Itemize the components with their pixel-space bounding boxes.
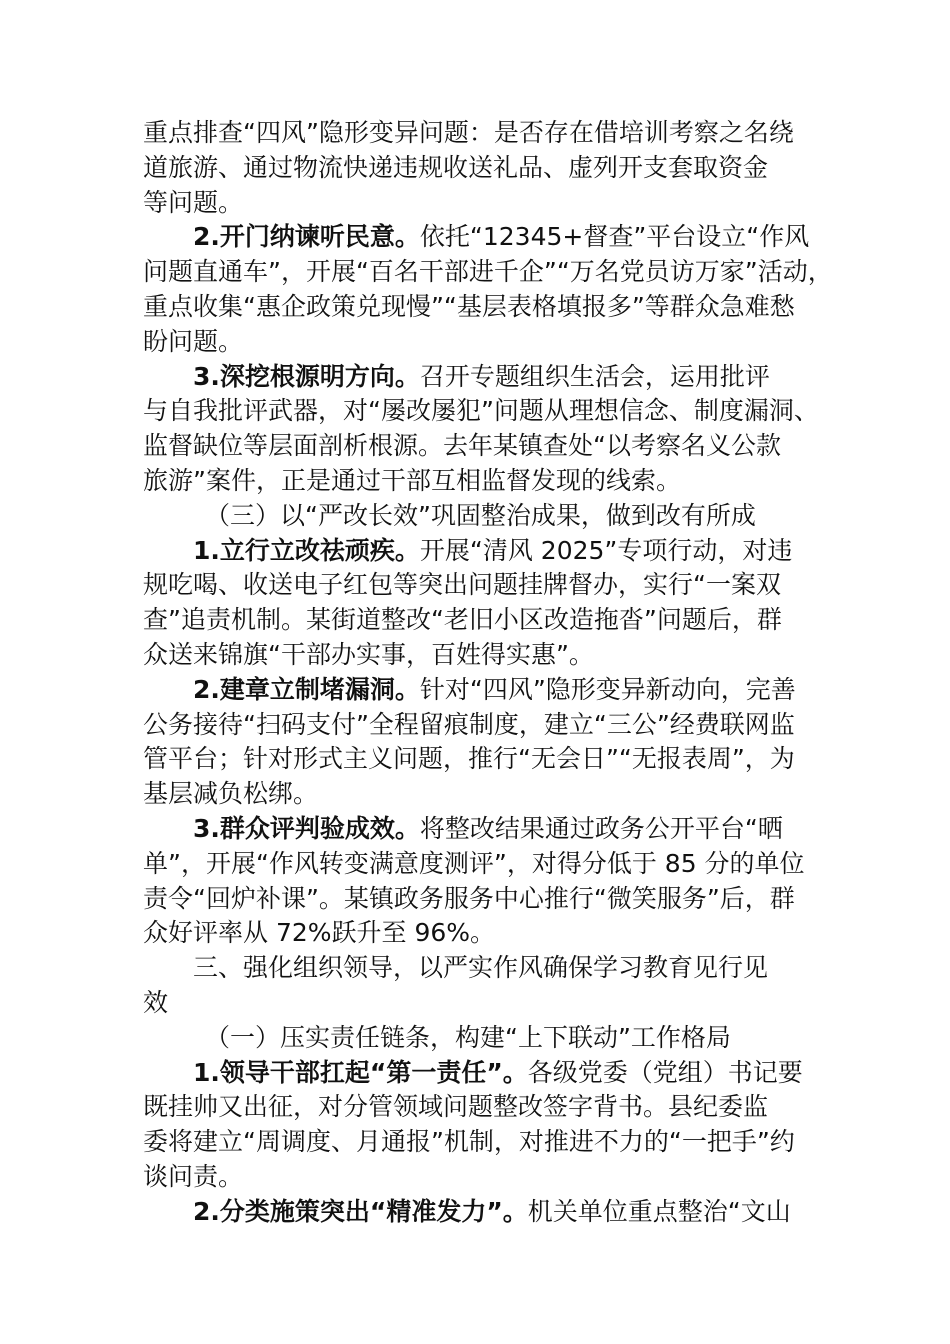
text-line: 与自我批评武器，对“屡改屡犯”问题从理想信念、制度漏洞、	[143, 396, 819, 426]
paragraph-start	[143, 1056, 811, 1091]
paragraph-lead: 3.群众评判验成效。	[193, 813, 420, 843]
section-heading: 三、强化组织领导，以严实作风确保学习教育见行见	[193, 953, 769, 983]
paragraph-lead: 1.立行立改祛顽疾。	[193, 535, 420, 565]
paragraph-text: 开展“清风 2025”专项行动，对违	[419, 535, 793, 565]
paragraph-text: 各级党委（党组）书记要	[527, 1057, 803, 1087]
text-line: 规吃喝、收送电子红包等突出问题挂牌督办，实行“一案双	[143, 570, 781, 600]
text-line: 管平台；针对形式主义问题，推行“无会日”“无报表周”，为	[143, 744, 795, 774]
paragraph-lead: 2.建章立制堵漏洞。	[193, 674, 420, 704]
text-line: 基层减负松绑。	[143, 779, 319, 809]
text-line: 单”，开展“作风转变满意度测评”，对得分低于 85 分的单位	[143, 848, 805, 878]
document-body	[143, 116, 833, 1230]
paragraph-start	[143, 812, 811, 847]
text-line: 责令“回炉补课”。某镇政务服务中心推行“微笑服务”后，群	[143, 883, 795, 913]
paragraph-text: 针对“四风”隐形变异新动向，完善	[419, 674, 796, 704]
text-line: 旅游”案件，正是通过干部互相监督发现的线索。	[143, 465, 681, 495]
subsection-heading: （三）以“严改长效”巩固整治成果，做到改有所成	[205, 500, 756, 530]
text-line: 谈问责。	[143, 1161, 244, 1191]
text-line: 查”追责机制。某街道整改“老旧小区改造拖沓”问题后，群	[143, 605, 782, 635]
paragraph-start	[143, 220, 811, 255]
paragraph-start	[143, 1195, 811, 1230]
text-line: 问题直通车”，开展“百名干部进千企”“万名党员访万家”活动，	[143, 257, 833, 287]
text-line: 重点收集“惠企政策兑现慢”“基层表格填报多”等群众急难愁	[143, 291, 795, 321]
paragraph-lead: 3.深挖根源明方向。	[193, 361, 420, 391]
paragraph-start	[143, 673, 811, 708]
paragraph-text: 召开专题组织生活会，运用批评	[419, 361, 770, 391]
text-line: 公务接待“扫码支付”全程留痕制度，建立“三公”经费联网监	[143, 709, 795, 739]
text-line: 重点排查“四风”隐形变异问题：是否存在借培训考察之名绕	[143, 118, 794, 147]
paragraph-lead: 2.开门纳谏听民意。	[193, 222, 420, 252]
text-line: 道旅游、通过物流快递违规收送礼品、虚列开支套取资金	[143, 152, 769, 182]
paragraph-start	[143, 534, 811, 569]
section-heading-continued: 效	[143, 987, 169, 1017]
text-line: 众好评率从 72%跃升至 96%。	[143, 918, 496, 948]
text-line: 既挂帅又出征，对分管领域问题整改签字背书。县纪委监	[143, 1092, 769, 1122]
text-line: 等问题。	[143, 187, 244, 217]
paragraph-text: 机关单位重点整治“文山	[527, 1196, 791, 1226]
text-line: 众送来锦旗“干部办实事，百姓得实惠”。	[143, 639, 594, 669]
paragraph-text: 将整改结果通过政务公开平台“晒	[419, 813, 783, 843]
paragraph-lead: 1.领导干部扛起“第一责任”。	[193, 1057, 528, 1087]
text-line: 委将建立“周调度、月通报”机制，对推进不力的“一把手”约	[143, 1127, 795, 1157]
paragraph-start	[143, 360, 811, 395]
paragraph-text: 依托“12345+督查”平台设立“作风	[419, 222, 810, 252]
text-line: 监督缺位等层面剖析根源。去年某镇查处“以考察名义公款	[143, 431, 781, 461]
subsection-heading: （一）压实责任链条，构建“上下联动”工作格局	[205, 1022, 731, 1052]
text-line: 盼问题。	[143, 326, 244, 356]
paragraph-lead: 2.分类施策突出“精准发力”。	[193, 1196, 528, 1226]
